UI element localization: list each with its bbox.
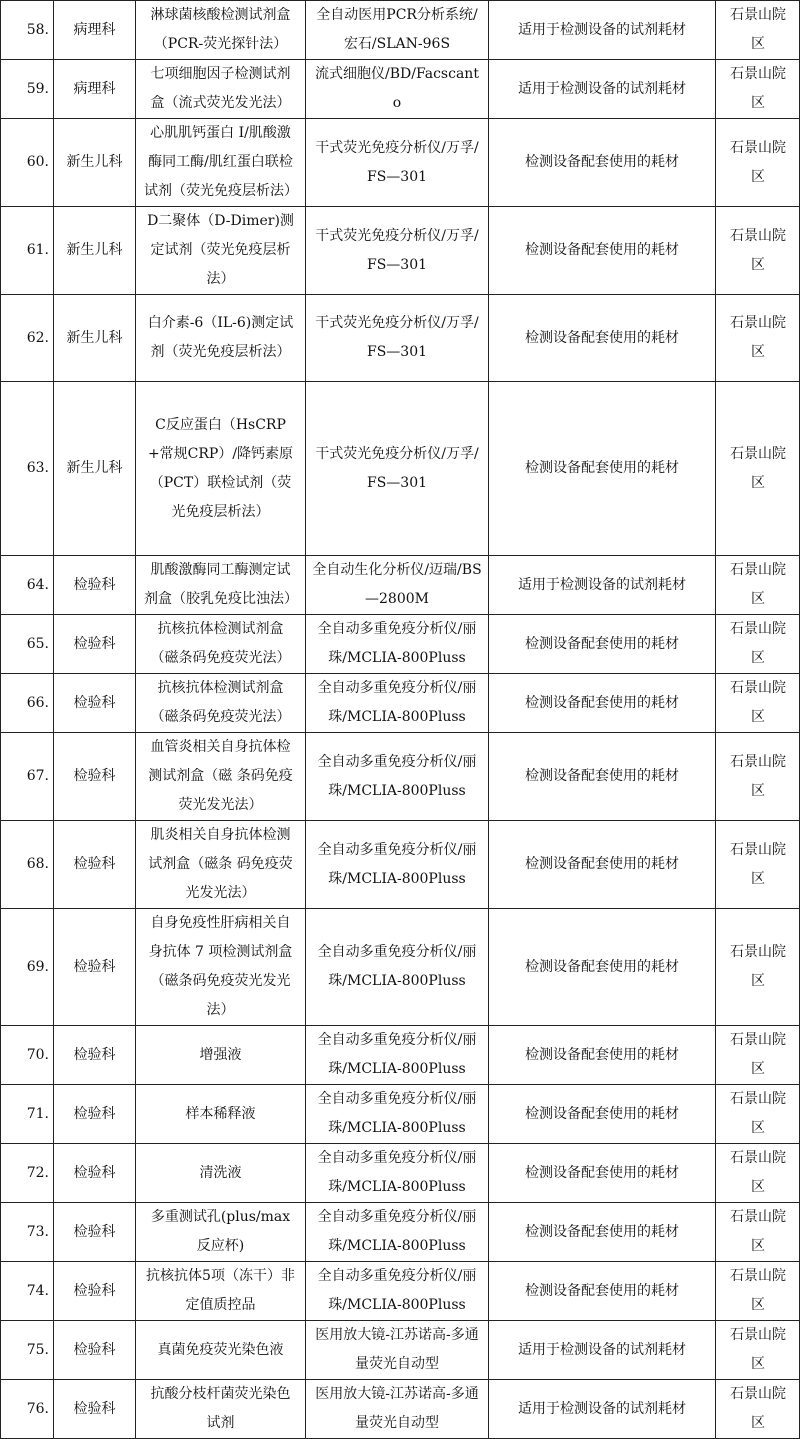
row-number: 68. bbox=[1, 821, 54, 909]
department-cell: 检验科 bbox=[54, 1321, 136, 1380]
usage-cell: 检测设备配套使用的耗材 bbox=[489, 909, 716, 1026]
reagent-name-cell: 白介素-6（IL-6)测定试剂（荧光免疫层析法） bbox=[136, 295, 306, 382]
location-cell bbox=[716, 1321, 800, 1380]
location-cell bbox=[716, 295, 800, 382]
reagent-name-cell: 肌酸激酶同工酶测定试剂盒（胶乳免疫比浊法） bbox=[136, 556, 306, 615]
table-row bbox=[1, 119, 800, 207]
table-row bbox=[1, 1026, 800, 1085]
device-cell: 流式细胞仪/BD/Facscanto bbox=[306, 60, 489, 119]
row-number: 76. bbox=[1, 1380, 54, 1439]
device-cell: 全自动多重免疫分析仪/丽珠/MCLIA-800Pluss bbox=[306, 1085, 489, 1144]
location-text: 石景山院区 bbox=[730, 227, 786, 273]
location-cell bbox=[716, 556, 800, 615]
row-number: 63. bbox=[1, 382, 54, 556]
location-cell bbox=[716, 733, 800, 821]
location-text: 石景山院区 bbox=[730, 1386, 786, 1431]
reagent-name-cell: 血管炎相关自身抗体检测试剂盒（磁 条码免疫荧光发光法） bbox=[136, 733, 306, 821]
device-cell: 医用放大镜-江苏诺高-多通量荧光自动型 bbox=[306, 1380, 489, 1439]
row-number: 65. bbox=[1, 615, 54, 674]
usage-cell: 检测设备配套使用的耗材 bbox=[489, 1203, 716, 1262]
department-cell: 检验科 bbox=[54, 1085, 136, 1144]
usage-cell: 检测设备配套使用的耗材 bbox=[489, 1085, 716, 1144]
location-text: 石景山院区 bbox=[730, 7, 786, 52]
table-row bbox=[1, 909, 800, 1026]
device-cell: 干式荧光免疫分析仪/万孚/FS—301 bbox=[306, 207, 489, 295]
location-text: 石景山院区 bbox=[730, 1032, 786, 1077]
department-cell: 新生儿科 bbox=[54, 295, 136, 382]
department-cell: 病理科 bbox=[54, 1, 136, 60]
device-cell: 全自动多重免疫分析仪/丽珠/MCLIA-800Pluss bbox=[306, 1144, 489, 1203]
table-body bbox=[1, 1, 800, 1439]
location-cell bbox=[716, 119, 800, 207]
location-cell bbox=[716, 821, 800, 909]
location-cell bbox=[716, 1262, 800, 1321]
location-cell bbox=[716, 909, 800, 1026]
location-text: 石景山院区 bbox=[730, 841, 786, 887]
device-cell: 全自动多重免疫分析仪/丽珠/MCLIA-800Pluss bbox=[306, 615, 489, 674]
row-number: 74. bbox=[1, 1262, 54, 1321]
department-cell: 检验科 bbox=[54, 733, 136, 821]
usage-cell: 检测设备配套使用的耗材 bbox=[489, 1026, 716, 1085]
row-number: 60. bbox=[1, 119, 54, 207]
row-number: 58. bbox=[1, 1, 54, 60]
department-cell: 检验科 bbox=[54, 1262, 136, 1321]
table-row bbox=[1, 1321, 800, 1380]
table-row bbox=[1, 295, 800, 382]
location-text: 石景山院区 bbox=[730, 944, 786, 989]
location-text: 石景山院区 bbox=[730, 1150, 786, 1195]
department-cell: 检验科 bbox=[54, 821, 136, 909]
row-number: 62. bbox=[1, 295, 54, 382]
department-cell: 新生儿科 bbox=[54, 382, 136, 556]
department-cell: 病理科 bbox=[54, 60, 136, 119]
reagent-name-cell: D二聚体（D-Dimer)测定试剂（荧光免疫层析法） bbox=[136, 207, 306, 295]
location-cell bbox=[716, 1144, 800, 1203]
table-row bbox=[1, 60, 800, 119]
reagent-name-cell: 肌炎相关自身抗体检测试剂盒（磁条 码免疫荧光发光法） bbox=[136, 821, 306, 909]
row-number: 59. bbox=[1, 60, 54, 119]
location-text: 石景山院区 bbox=[730, 66, 786, 111]
reagent-name-cell: 多重测试孔(plus/max反应杯) bbox=[136, 1203, 306, 1262]
device-cell: 全自动多重免疫分析仪/丽珠/MCLIA-800Pluss bbox=[306, 1203, 489, 1262]
department-cell: 检验科 bbox=[54, 1144, 136, 1203]
usage-cell: 检测设备配套使用的耗材 bbox=[489, 674, 716, 733]
location-text: 石景山院区 bbox=[730, 680, 786, 725]
table-row bbox=[1, 733, 800, 821]
row-number: 69. bbox=[1, 909, 54, 1026]
usage-cell: 检测设备配套使用的耗材 bbox=[489, 382, 716, 556]
usage-cell: 检测设备配套使用的耗材 bbox=[489, 733, 716, 821]
department-cell: 检验科 bbox=[54, 674, 136, 733]
usage-cell: 适用于检测设备的试剂耗材 bbox=[489, 556, 716, 615]
row-number: 61. bbox=[1, 207, 54, 295]
reagent-name-cell: 清洗液 bbox=[136, 1144, 306, 1203]
location-cell bbox=[716, 1203, 800, 1262]
location-cell bbox=[716, 1085, 800, 1144]
reagent-name-cell: 抗酸分枝杆菌荧光染色试剂 bbox=[136, 1380, 306, 1439]
location-cell bbox=[716, 207, 800, 295]
row-number: 66. bbox=[1, 674, 54, 733]
device-cell: 全自动生化分析仪/迈瑞/BS—2800M bbox=[306, 556, 489, 615]
location-text: 石景山院区 bbox=[730, 1327, 786, 1372]
row-number: 64. bbox=[1, 556, 54, 615]
device-cell: 医用放大镜-江苏诺高-多通量荧光自动型 bbox=[306, 1321, 489, 1380]
usage-cell: 适用于检测设备的试剂耗材 bbox=[489, 60, 716, 119]
reagent-name-cell: 七项细胞因子检测试剂盒（流式荧光发光法） bbox=[136, 60, 306, 119]
usage-cell: 适用于检测设备的试剂耗材 bbox=[489, 1, 716, 60]
table-row bbox=[1, 1203, 800, 1262]
location-text: 石景山院区 bbox=[730, 445, 786, 491]
device-cell: 全自动多重免疫分析仪/丽珠/MCLIA-800Pluss bbox=[306, 733, 489, 821]
location-cell bbox=[716, 674, 800, 733]
department-cell: 检验科 bbox=[54, 909, 136, 1026]
department-cell: 检验科 bbox=[54, 1026, 136, 1085]
location-text: 石景山院区 bbox=[730, 1268, 786, 1313]
device-cell: 干式荧光免疫分析仪/万孚/FS—301 bbox=[306, 295, 489, 382]
location-cell bbox=[716, 1026, 800, 1085]
device-cell: 全自动多重免疫分析仪/丽珠/MCLIA-800Pluss bbox=[306, 674, 489, 733]
reagent-name-cell: 样本稀释液 bbox=[136, 1085, 306, 1144]
row-number: 72. bbox=[1, 1144, 54, 1203]
row-number: 71. bbox=[1, 1085, 54, 1144]
usage-cell: 检测设备配套使用的耗材 bbox=[489, 1262, 716, 1321]
location-text: 石景山院区 bbox=[730, 562, 786, 607]
reagent-name-cell: 增强液 bbox=[136, 1026, 306, 1085]
device-cell: 全自动多重免疫分析仪/丽珠/MCLIA-800Pluss bbox=[306, 1262, 489, 1321]
device-cell: 全自动多重免疫分析仪/丽珠/MCLIA-800Pluss bbox=[306, 821, 489, 909]
reagent-name-cell: 抗核抗体检测试剂盒（磁条码免疫荧光法） bbox=[136, 615, 306, 674]
row-number: 70. bbox=[1, 1026, 54, 1085]
device-cell: 干式荧光免疫分析仪/万孚/FS—301 bbox=[306, 119, 489, 207]
department-cell: 检验科 bbox=[54, 1203, 136, 1262]
table-row bbox=[1, 1144, 800, 1203]
table-row bbox=[1, 207, 800, 295]
location-cell bbox=[716, 1, 800, 60]
location-text: 石景山院区 bbox=[730, 139, 786, 185]
table-row bbox=[1, 1380, 800, 1439]
reagent-name-cell: C反应蛋白（HsCRP+常规CRP）/降钙素原（PCT）联检试剂（荧光免疫层析法） bbox=[136, 382, 306, 556]
location-cell bbox=[716, 382, 800, 556]
row-number: 75. bbox=[1, 1321, 54, 1380]
reagent-name-cell: 抗核抗体检测试剂盒（磁条码免疫荧光法） bbox=[136, 674, 306, 733]
reagent-name-cell: 自身免疫性肝病相关自身抗体 7 项检测试剂盒（磁条码免疫荧光发光法） bbox=[136, 909, 306, 1026]
table-row bbox=[1, 674, 800, 733]
location-cell bbox=[716, 1380, 800, 1439]
usage-cell: 适用于检测设备的试剂耗材 bbox=[489, 1380, 716, 1439]
table-row bbox=[1, 382, 800, 556]
device-cell: 全自动医用PCR分析系统/宏石/SLAN-96S bbox=[306, 1, 489, 60]
row-number: 67. bbox=[1, 733, 54, 821]
department-cell: 新生儿科 bbox=[54, 207, 136, 295]
reagent-name-cell: 抗核抗体5项（冻干）非定值质控品 bbox=[136, 1262, 306, 1321]
table-row bbox=[1, 1262, 800, 1321]
device-cell: 干式荧光免疫分析仪/万孚/FS—301 bbox=[306, 382, 489, 556]
table-row bbox=[1, 1085, 800, 1144]
usage-cell: 检测设备配套使用的耗材 bbox=[489, 821, 716, 909]
row-number: 73. bbox=[1, 1203, 54, 1262]
reagent-name-cell: 真菌免疫荧光染色液 bbox=[136, 1321, 306, 1380]
location-text: 石景山院区 bbox=[730, 753, 786, 799]
table-row bbox=[1, 556, 800, 615]
usage-cell: 检测设备配套使用的耗材 bbox=[489, 119, 716, 207]
department-cell: 检验科 bbox=[54, 556, 136, 615]
location-text: 石景山院区 bbox=[730, 315, 786, 360]
reagent-name-cell: 心肌肌钙蛋白 I/肌酸激酶同工酶/肌红蛋白联检试剂（荧光免疫层析法） bbox=[136, 119, 306, 207]
department-cell: 新生儿科 bbox=[54, 119, 136, 207]
location-text: 石景山院区 bbox=[730, 1209, 786, 1254]
usage-cell: 适用于检测设备的试剂耗材 bbox=[489, 1321, 716, 1380]
location-cell bbox=[716, 615, 800, 674]
reagent-name-cell: 淋球菌核酸检测试剂盒（PCR-荧光探针法） bbox=[136, 1, 306, 60]
location-text: 石景山院区 bbox=[730, 1091, 786, 1136]
table-row bbox=[1, 615, 800, 674]
location-text: 石景山院区 bbox=[730, 621, 786, 666]
department-cell: 检验科 bbox=[54, 1380, 136, 1439]
location-cell bbox=[716, 60, 800, 119]
usage-cell: 检测设备配套使用的耗材 bbox=[489, 1144, 716, 1203]
usage-cell: 检测设备配套使用的耗材 bbox=[489, 207, 716, 295]
table-row bbox=[1, 821, 800, 909]
usage-cell: 检测设备配套使用的耗材 bbox=[489, 295, 716, 382]
device-cell: 全自动多重免疫分析仪/丽珠/MCLIA-800Pluss bbox=[306, 1026, 489, 1085]
table-row bbox=[1, 1, 800, 60]
usage-cell: 检测设备配套使用的耗材 bbox=[489, 615, 716, 674]
device-cell: 全自动多重免疫分析仪/丽珠/MCLIA-800Pluss bbox=[306, 909, 489, 1026]
department-cell: 检验科 bbox=[54, 615, 136, 674]
